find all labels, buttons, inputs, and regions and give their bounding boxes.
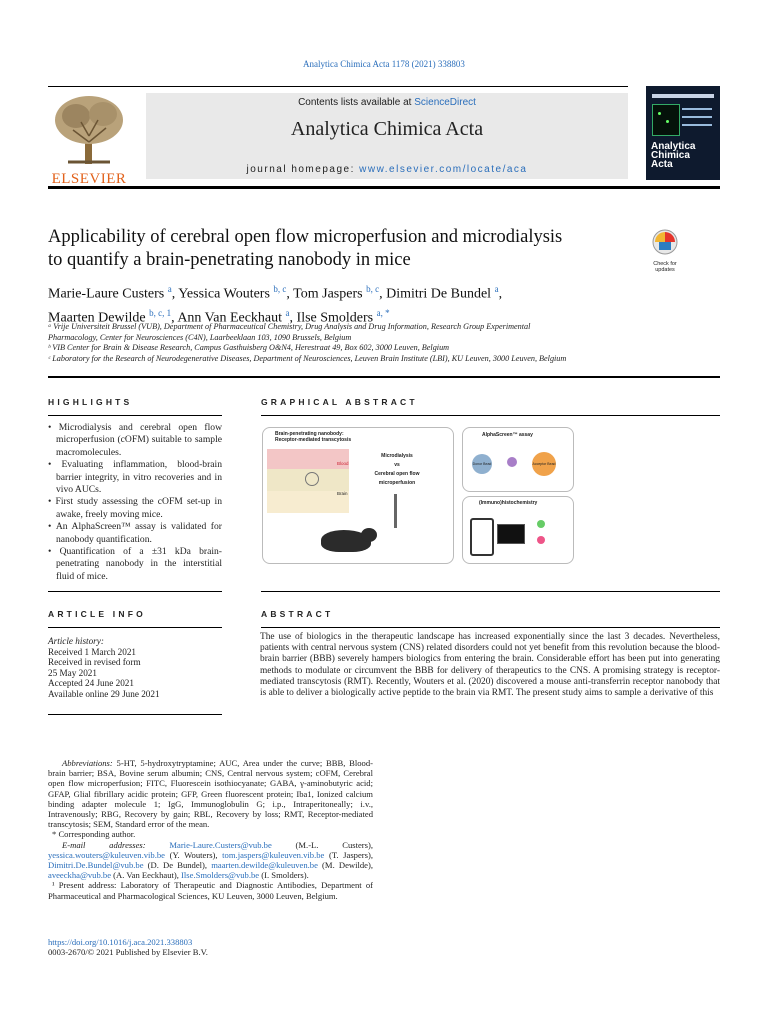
abstract-heading: ABSTRACT [261, 609, 334, 619]
affiliations-rule [48, 376, 720, 378]
email-link[interactable]: Dimitri.De.Bundel@vub.be [48, 860, 144, 871]
author-separator: , [286, 286, 294, 302]
author-name[interactable]: Ilse Smolders [296, 310, 374, 326]
journal-header-box [146, 93, 628, 179]
present-address-footnote: ¹ Present address: Laboratory of Therapeutic and Diagnostic Antibodies, Department of Pharmaceutical and Pharmacological Sciences, KU Leuven, 3000 Leuven, Belgium. [48, 880, 373, 901]
author-separator: , [289, 310, 297, 326]
author-separator: , [379, 286, 387, 302]
doi-footer [48, 937, 208, 958]
abstract-text: The use of biologics in the therapeutic landscape has increased exponentially since the last 3 decades. Nevertheless, patients with central nervous system (CNS) related disorders could not yet benefit from this revolution because the blood-brain barrier (BBB) severely hampers biologics from entering the brain. Considerable effort has been put into generating methods to modulate or circumvent the BBB for delivery of therapeutics to the CNS. A promising strategy is receptor-mediated transcytosis (RMT). Recently, Wouters et al. (2020) discovered a mouse anti-transferrin receptor nanobody that is able to deliver a biologically active peptide to the brain via RMT. The present study aims to sample a derivative of this [260, 632, 720, 699]
elsevier-logo[interactable] [48, 92, 130, 187]
email-owner: (T. Jaspers), [324, 849, 374, 860]
ga-microscope [470, 518, 494, 556]
author-affiliation-marker[interactable]: b, c, 1 [149, 307, 172, 318]
elsevier-tree-icon [48, 92, 130, 168]
article-info-bottom-rule [48, 714, 222, 715]
graphical-abstract-rule [261, 415, 720, 416]
author-name[interactable]: Dimitri De Bundel [386, 286, 492, 302]
author-affiliation-marker[interactable]: b, c [366, 284, 380, 294]
email-owner: (I. Smolders). [259, 870, 309, 881]
author-affiliation-marker[interactable]: a, * [376, 307, 390, 318]
email-link[interactable]: maarten.dewilde@kuleuven.be [211, 860, 318, 871]
author-name[interactable]: Marie-Laure Custers [48, 286, 165, 302]
ga-brain-label: Brain [337, 491, 348, 496]
check-for-updates-badge[interactable]: Check for updates [645, 228, 685, 268]
email-link[interactable]: yessica.wouters@kuleuven.vib.be [48, 849, 165, 860]
highlight-item: • Evaluating inflammation, blood-brain barrier integrity, in vitro recoveries and in vivo AUCs. [48, 459, 222, 496]
graphical-abstract-figure[interactable] [261, 424, 721, 566]
highlights-rule [48, 415, 222, 416]
article-info-rule [48, 627, 222, 628]
author-separator: , [171, 310, 178, 326]
sciencedirect-link[interactable]: ScienceDirect [414, 97, 476, 108]
affiliation-b: ᵇ VIB Center for Brain & Disease Research, Campus Gasthuisberg O&N4, Herestraat 49, Box 602, 3000 Leuven, Belgium [48, 343, 450, 352]
author-separator: , [498, 286, 503, 302]
author-affiliation-marker[interactable]: b, c [273, 284, 287, 294]
history-line: Accepted 24 June 2021 [48, 678, 134, 689]
author-separator: , [171, 286, 179, 302]
highlight-item: • First study assessing the cOFM set-up in awake, freely moving mice. [48, 496, 222, 520]
corresponding-author-note: * Corresponding author. [52, 829, 136, 840]
email-link[interactable]: tom.jaspers@kuleuven.vib.be [222, 849, 325, 860]
author-name[interactable]: Tom Jaspers [293, 286, 363, 302]
email-link[interactable]: Marie-Laure.Custers@vub.be [169, 839, 272, 850]
ga-mouse-head [361, 528, 377, 542]
highlights-list [48, 422, 222, 583]
graphical-abstract-bottom-rule [261, 591, 720, 592]
author-name[interactable]: Yessica Wouters [178, 286, 270, 302]
article-history [48, 636, 222, 700]
author-affiliation-marker[interactable]: a [167, 284, 172, 294]
history-line: Received in revised form [48, 657, 141, 668]
ga-donor-bead: Donor Bead [472, 454, 492, 474]
article-title: Applicability of cerebral open flow microperfusion and microdialysis to quantify a brain-penetrating nanobody in mice [48, 227, 563, 270]
ga-cell [537, 536, 545, 544]
ga-histo-title: (Immuno)histochemistry [479, 500, 538, 506]
highlight-item: • Microdialysis and cerebral open flow microperfusion (cOFM) suitable to sample macromolecules. [48, 422, 223, 458]
ga-probe [394, 494, 397, 528]
ga-blood-layer [267, 449, 349, 469]
author-affiliation-marker[interactable]: a [494, 284, 499, 294]
header-bottom-rule [48, 186, 720, 189]
affiliation-a: ᵃ Vrije Universiteit Brussel (VUB), Department of Pharmaceutical Chemistry, Drug Analysis and Drug Information, Research Group Experimental [48, 322, 531, 331]
history-line: Available online 29 June 2021 [48, 688, 160, 699]
history-label: Article history: [48, 636, 104, 646]
journal-citation[interactable]: Analytica Chimica Acta 1178 (2021) 338803 [303, 59, 465, 69]
ga-nanobody [507, 457, 517, 467]
doi-link[interactable]: https://doi.org/10.1016/j.aca.2021.338803 [48, 937, 193, 947]
copyright-line: 0003-2670/© 2021 Published by Elsevier B.V. [48, 947, 208, 958]
ga-cell [537, 520, 545, 528]
email-owner: (Y. Wouters), [164, 849, 223, 860]
article-info-heading: ARTICLE INFO [48, 609, 146, 619]
ga-center-label: Microdialysis vs Cerebral open flow microperfusion [374, 453, 420, 486]
highlights-bottom-rule [48, 591, 222, 592]
email-label: E-mail addresses: [62, 839, 170, 850]
homepage-link[interactable]: www.elsevier.com/locate/aca [359, 164, 528, 175]
crossmark-icon [645, 228, 685, 256]
email-owner: (A. Van Eeckhaut), [111, 870, 182, 881]
ga-alpha-title: AlphaScreen™ assay [482, 432, 533, 438]
journal-homepage: journal homepage: www.elsevier.com/locate/aca [246, 164, 528, 175]
affiliations [48, 322, 668, 364]
ga-left-title: Brain-penetrating nanobody: Receptor-mediated transcytosis [275, 431, 352, 443]
ga-acceptor-bead: Acceptor Bead [532, 452, 556, 476]
cover-title: Analytica Chimica Acta [651, 141, 696, 170]
email-owner: (M.-L. Custers), [271, 839, 373, 850]
footnotes [48, 758, 373, 901]
email-owner: (D. De Bundel), [143, 860, 212, 871]
ga-vesicle [305, 472, 319, 486]
email-footnote [48, 840, 373, 881]
history-line: 25 May 2021 [48, 667, 97, 678]
abbreviations-footnote: Abbreviations: 5-HT, 5-hydroxytryptamine; AUC, Area under the curve; BBB, Blood-brain barrier; BSA, Bovine serum albumin; CNS, Central nervous system; cOFM, Cerebral open flow microperfusion; FITC, Fluorescein isothiocyanate; GABA, γ-aminobutyric acid; GFAP, Glial fibrillary acidic protein; GFP, Green fluorescent protein; Iba1, Ionized calcium binding adapter molecule 1; IgG, Immunoglobulin G; i.p., Intraperitoneally; i.v., Intravenously; RBG, Recovery by gain; RBL, Recovery by loss; RMT, Receptor-mediated transcytosis; SEM, Standard error of the mean. [48, 758, 373, 830]
graphical-abstract-heading: GRAPHICAL ABSTRACT [261, 397, 418, 407]
header-top-rule [48, 86, 628, 87]
highlight-item: • Quantification of a ±31 kDa brain-penetrating nanobody in the interstitial fluid of mice. [48, 546, 222, 582]
highlights-heading: HIGHLIGHTS [48, 397, 133, 407]
abstract-rule [261, 627, 720, 628]
author-list [48, 280, 648, 327]
email-link[interactable]: aveeckha@vub.be [48, 870, 112, 881]
elsevier-wordmark: ELSEVIER [51, 171, 127, 187]
history-line: Received 1 March 2021 [48, 646, 137, 657]
ga-blood-label: Blood [337, 461, 349, 466]
journal-name: Analytica Chimica Acta [290, 118, 484, 140]
email-owner: (M. Dewilde), [317, 860, 373, 871]
affiliation-c: ᶜ Laboratory for the Research of Neurodegenerative Diseases, Department of Neurosciences, Leuven Brain Institute (LBI), KU Leuven, 3000 Leuven, Belgium [48, 353, 567, 363]
journal-cover-image[interactable] [646, 86, 720, 180]
email-link[interactable]: Ilse.Smolders@vub.be [181, 870, 260, 881]
contents-line: Contents lists available at ScienceDirect [298, 97, 476, 108]
affiliation-a-cont: Pharmacology, Center for Neurosciences (C4N), Laarbeeklaan 103, 1090 Brussels, Belgium [48, 332, 352, 342]
author-name[interactable]: Maarten Dewilde [48, 310, 146, 326]
highlight-item: • An AlphaScreen™ assay is validated for nanobody quantification. [48, 521, 222, 545]
author-name[interactable]: Ann Van Eeckhaut [177, 310, 283, 326]
author-affiliation-marker[interactable]: a [285, 307, 290, 318]
ga-monitor [497, 524, 525, 544]
